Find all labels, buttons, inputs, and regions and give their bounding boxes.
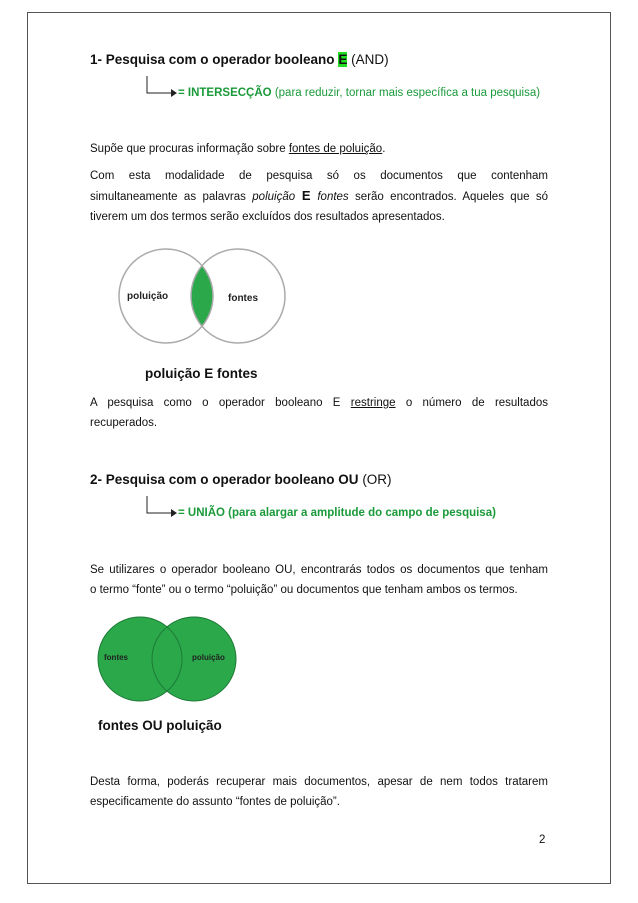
section2-caption: fontes OU poluição bbox=[98, 718, 222, 733]
section1-definition: = INTERSECÇÃO (para reduzir, tornar mais específica a tua pesquisa) bbox=[178, 87, 541, 99]
para-line: Com esta modalidade de pesquisa só os documentos que contenham bbox=[90, 170, 548, 182]
venn-label-left: poluição bbox=[127, 291, 169, 302]
result-line: recuperados. bbox=[90, 417, 158, 429]
result-line: A pesquisa como o operador booleano E restringe o número de resultados bbox=[90, 397, 548, 409]
topic-link: fontes de poluição bbox=[288, 143, 383, 155]
section2-paragraph bbox=[90, 560, 548, 600]
venn-label-right: fontes bbox=[228, 293, 258, 304]
venn-intersection bbox=[112, 246, 292, 346]
page-number: 2 bbox=[539, 834, 546, 846]
operator-highlight: E bbox=[338, 52, 348, 67]
section2-heading: 2- Pesquisa com o operador booleano OU (OR) bbox=[90, 472, 392, 487]
section2-result bbox=[90, 772, 548, 812]
para-line: Se utilizares o operador booleano OU, encontrarás todos os documentos que tenham bbox=[90, 564, 548, 576]
section2-definition: = UNIÃO (para alargar a amplitude do campo de pesquisa) bbox=[178, 507, 496, 519]
section1-result bbox=[90, 393, 548, 433]
para-line: tiverem um dos termos serão excluídos dos resultados apresentados. bbox=[90, 211, 445, 223]
para-line: o termo “fonte” ou o termo “poluição” ou documentos que tenham ambos os termos. bbox=[90, 584, 518, 596]
venn-label-right: poluição bbox=[192, 653, 225, 662]
venn-label-left: fontes bbox=[104, 653, 128, 662]
section1-paragraph bbox=[90, 166, 548, 227]
section1-caption: poluição E fontes bbox=[145, 366, 258, 381]
result-line: especificamente do assunto “fontes de poluição”. bbox=[90, 796, 340, 808]
result-line: Desta forma, poderás recuperar mais documentos, apesar de nem todos tratarem bbox=[90, 776, 548, 788]
venn-union bbox=[88, 614, 248, 704]
para-line: simultaneamente as palavras poluição E fontes serão encontrados. Aqueles que só bbox=[90, 188, 548, 203]
arrow-icon bbox=[145, 494, 177, 520]
section1-heading: 1- Pesquisa com o operador booleano E (AND) bbox=[90, 52, 389, 67]
arrow-icon bbox=[145, 74, 177, 100]
section1-intro: Supõe que procuras informação sobre fontes de poluição. bbox=[90, 143, 386, 155]
